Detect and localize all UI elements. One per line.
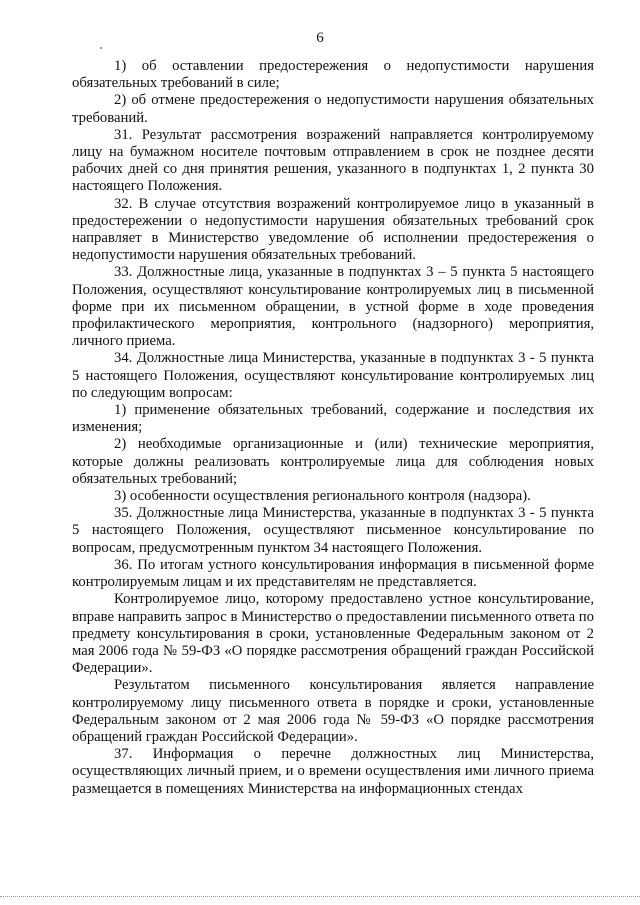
scan-speck [100, 47, 102, 49]
scan-bottom-edge [0, 896, 640, 897]
paragraph-36: 36. По итогам устного консультирования информация в письменной форме контролируемым лицам и их представителям не представляется. [72, 556, 594, 591]
paragraph-31: 31. Результат рассмотрения возражений направляется контролируемому лицу на бумажном носителе почтовым отправлением в срок не позднее десяти рабочих дней со дня принятия решения, указанного в подпунктах 1, 2 пункта 30 настоящего Положения. [72, 126, 594, 195]
paragraph-33: 33. Должностные лица, указанные в подпунктах 3 – 5 пункта 5 настоящего Положения, осуществляют консультирование контролируемых лиц в письменной форме при их письменном обращении, в устной форме в ходе проведения профилактического мероприятия, контрольного (надзорного) мероприятия, личного приема. [72, 264, 594, 350]
paragraph-30-1: 1) об оставлении предостережения о недопустимости нарушения обязательных требований в силе; [72, 58, 594, 92]
paragraph-37: 37. Информация о перечне должностных лиц Министерства, осуществляющих личный прием, и о времени осуществления ими личного приема размещается в помещениях Министерства на информационных стендах [72, 746, 594, 797]
paragraph-36-oral-consultation: Контролируемое лицо, которому предоставлено устное консультирование, вправе направить запрос в Министерство о предоставлении письменного ответа по предмету консультирования в сроки, установленные Федеральным законом от 2 мая 2006 года № 59-ФЗ «О порядке рассмотрения обращений граждан Российской Федерации». [72, 591, 594, 677]
paragraph-34-2: 2) необходимые организационные и (или) технические мероприятия, которые должны реализовать контролируемые лица для соблюдения новых обязательных требований; [72, 436, 594, 487]
paragraph-34-3: 3) особенности осуществления регионального контроля (надзора). [114, 488, 531, 505]
paragraph-34-1: 1) применение обязательных требований, содержание и последствия их изменения; [72, 402, 594, 436]
paragraph-34: 34. Должностные лица Министерства, указанные в подпунктах 3 - 5 пункта 5 настоящего Положения, осуществляют консультирование контролируемых лиц по следующим вопросам: [72, 350, 594, 401]
paragraph-35: 35. Должностные лица Министерства, указанные в подпунктах 3 - 5 пункта 5 настоящего Положения, осуществляют письменное консультирование по вопросам, предусмотренным пунктом 34 настоящего Положения. [72, 505, 594, 556]
paragraph-30-2: 2) об отмене предостережения о недопустимости нарушения обязательных требований. [72, 92, 594, 126]
paragraph-32: 32. В случае отсутствия возражений контролируемое лицо в указанный в предостережении о недопустимости нарушения обязательных требований срок направляет в Министерство уведомление об исполнении предостережения о недопустимости нарушения обязательных требований. [72, 195, 594, 264]
document-body [72, 58, 594, 798]
paragraph-36-written-consultation: Результатом письменного консультирования является направление контролируемому лицу письменного ответа в порядке и сроки, установленные Федеральным законом от 2 мая 2006 года № 59-ФЗ «О порядке рассмотрения обращений граждан Российской Федерации». [72, 677, 594, 745]
page-number: 6 [316, 30, 324, 46]
